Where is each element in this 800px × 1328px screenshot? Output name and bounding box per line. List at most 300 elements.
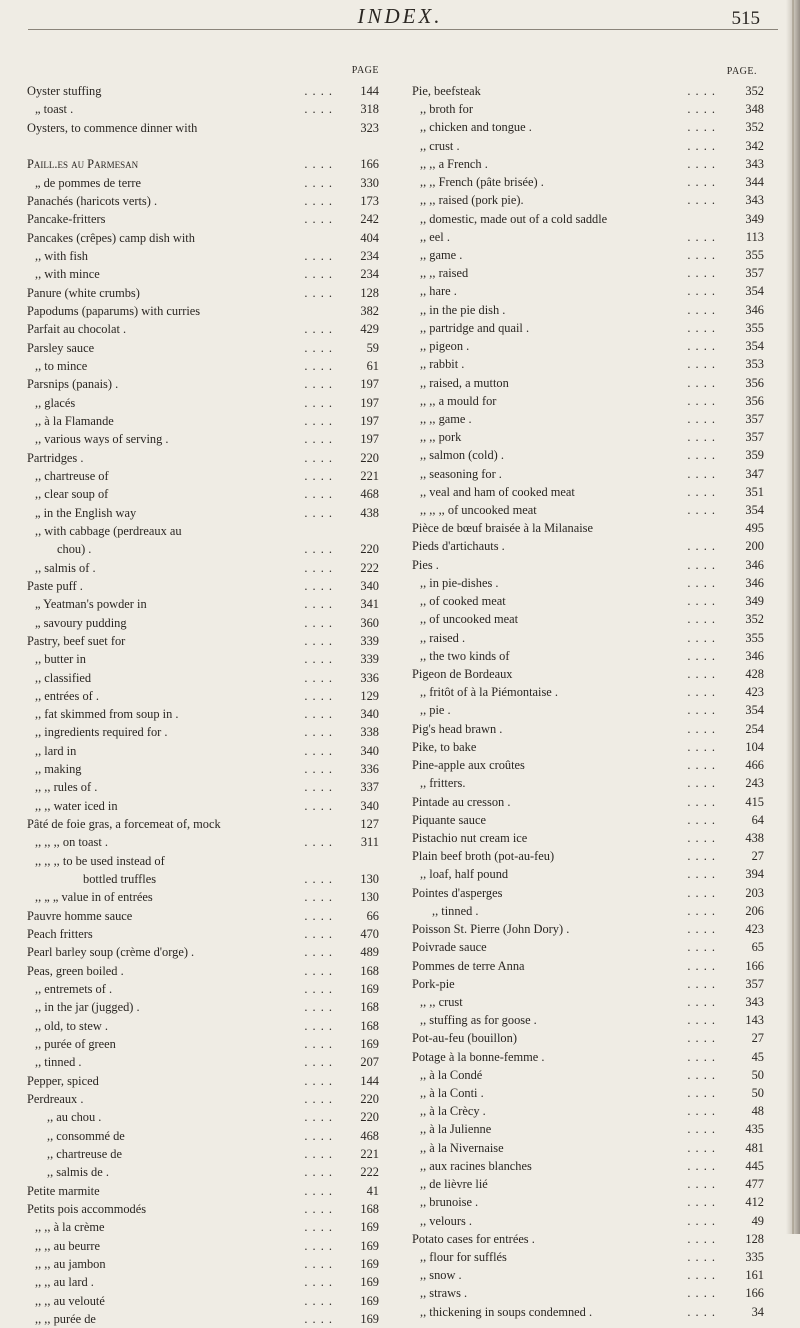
entry-text: ,, game . <box>420 247 463 262</box>
entry-page-number: 311 <box>360 835 379 850</box>
index-entry <box>27 815 379 833</box>
index-entry <box>412 1230 762 1248</box>
entry-text: ,, chartreuse de <box>47 1147 122 1162</box>
entry-page-number: 130 <box>360 890 379 905</box>
index-entry <box>412 428 762 446</box>
entry-text: Paill.es au Parmesan <box>27 157 139 172</box>
entry-text: Pork-pie <box>412 976 455 991</box>
entry-page-number: 495 <box>745 521 764 536</box>
dot-leader: . . . . <box>304 963 333 978</box>
entry-page-number: 168 <box>360 1018 379 1033</box>
index-entry <box>412 246 762 264</box>
entry-text: ,, salmon (cold) . <box>420 448 504 463</box>
index-entry <box>412 556 762 574</box>
index-entry <box>27 1090 379 1108</box>
entry-text: ,, ,, au velouté <box>35 1293 105 1308</box>
entry-text: ,, domestic, made out of a cold saddle <box>420 211 608 226</box>
index-entry <box>412 82 762 100</box>
entry-text: ,, in pie-dishes . <box>420 575 499 590</box>
entry-page-number: 348 <box>745 102 764 117</box>
index-entry <box>412 793 762 811</box>
entry-page-number: 342 <box>745 138 764 153</box>
entry-text: Pointes d'asperges <box>412 885 503 900</box>
dot-leader: . . . . <box>304 1183 333 1198</box>
entry-page-number: 357 <box>745 430 764 445</box>
index-entry <box>27 669 379 687</box>
index-entry <box>412 355 762 373</box>
entry-page-number: 349 <box>745 594 764 609</box>
entry-page-number: 169 <box>360 1238 379 1253</box>
entry-page-number: 481 <box>745 1140 764 1155</box>
entry-text: chou) . <box>57 542 92 557</box>
entry-text: ,, crust . <box>420 138 460 153</box>
entry-page-number: 346 <box>745 302 764 317</box>
index-entry <box>27 1127 379 1145</box>
index-entry <box>412 264 762 282</box>
entry-page-number: 354 <box>745 339 764 354</box>
page-column-label: PAGE <box>351 65 379 76</box>
dot-leader: . . . . <box>304 1000 333 1015</box>
entry-page-number: 346 <box>745 557 764 572</box>
index-entry <box>27 742 379 760</box>
entry-page-number: 104 <box>745 739 764 754</box>
entry-text: Pancakes (crêpes) camp dish with <box>27 230 195 245</box>
page-edge-shadow <box>786 0 800 1234</box>
dot-leader: . . . . <box>687 302 716 317</box>
entry-text: ,, with mince <box>35 267 100 282</box>
entry-page-number: 50 <box>751 1086 764 1101</box>
entry-page-number: 66 <box>366 908 379 923</box>
dot-leader: . . . . <box>304 322 333 337</box>
entry-text: „ in the English way <box>35 505 137 520</box>
index-entry <box>412 683 762 701</box>
dot-leader: . . . . <box>687 557 716 572</box>
entry-page-number: 340 <box>360 707 379 722</box>
dot-leader: . . . . <box>687 484 716 499</box>
entry-text: ,, with cabbage (perdreaux au <box>35 523 182 538</box>
index-entry <box>27 284 379 302</box>
dot-leader: . . . . <box>687 120 716 135</box>
entry-text: Pie, beefsteak <box>412 84 481 98</box>
dot-leader: . . . . <box>304 212 333 227</box>
entry-text: Papodums (paparums) with curries <box>27 303 201 318</box>
entry-page-number: 128 <box>360 285 379 300</box>
page-column-label: PAGE. <box>726 66 757 77</box>
dot-leader: . . . . <box>304 193 333 208</box>
index-entry <box>27 632 379 650</box>
dot-leader: . . . . <box>687 138 716 153</box>
dot-leader: . . . . <box>304 1128 333 1143</box>
entry-page-number: 49 <box>751 1213 764 1228</box>
entry-page-number: 337 <box>360 780 379 795</box>
dot-leader: . . . . <box>304 743 333 758</box>
entry-page-number: 48 <box>751 1104 764 1119</box>
entry-text: Pintade au cresson . <box>412 794 511 809</box>
entry-text: Panure (white crumbs) <box>27 285 140 300</box>
entry-page-number: 354 <box>745 703 764 718</box>
dot-leader: . . . . <box>687 685 716 700</box>
entry-page-number: 340 <box>360 578 379 593</box>
dot-leader: . . . . <box>687 539 716 554</box>
entry-text: ,, clear soup of <box>35 487 109 502</box>
index-entry <box>412 465 762 483</box>
index-entry <box>412 392 762 410</box>
dot-leader: . . . . <box>304 652 333 667</box>
entry-page-number: 343 <box>745 156 764 171</box>
entry-page-number: 41 <box>366 1183 379 1198</box>
dot-leader: . . . . <box>304 798 333 813</box>
entry-text: ,, snow . <box>420 1268 462 1283</box>
index-entry <box>412 1193 762 1211</box>
index-entry <box>27 778 379 796</box>
index-entry <box>412 610 762 628</box>
dot-leader: . . . . <box>687 193 716 208</box>
entry-page-number: 27 <box>751 1031 764 1046</box>
dot-leader: . . . . <box>304 1037 333 1052</box>
index-entry <box>412 1157 762 1175</box>
dot-leader: . . . . <box>687 1086 716 1101</box>
dot-leader: . . . . <box>304 707 333 722</box>
dot-leader: . . . . <box>304 1073 333 1088</box>
entry-text: ,, purée of green <box>35 1037 116 1052</box>
index-entry <box>27 723 379 741</box>
entry-text: ,, various ways of serving . <box>35 432 169 447</box>
entry-text: Peas, green boiled . <box>27 963 124 978</box>
index-entry <box>27 100 379 118</box>
index-entry <box>412 100 762 118</box>
index-entry <box>27 504 379 522</box>
entry-text: Partridges . <box>27 450 84 465</box>
entry-text: Pistachio nut cream ice <box>412 830 528 845</box>
entry-text: ,, ,, French (pâte brisée) . <box>420 175 544 190</box>
index-entry <box>412 155 762 173</box>
index-entry <box>412 1048 762 1066</box>
entry-text: ,, velours . <box>420 1213 472 1228</box>
dot-leader: . . . . <box>304 377 333 392</box>
index-entry <box>27 980 379 998</box>
entry-page-number: 64 <box>751 812 764 827</box>
entry-page-number: 45 <box>751 1049 764 1064</box>
dot-leader: . . . . <box>687 575 716 590</box>
entry-page-number: 27 <box>751 849 764 864</box>
dot-leader: . . . . <box>687 1213 716 1228</box>
entry-text: ,, ,, raised <box>420 266 469 281</box>
entry-page-number: 394 <box>745 867 764 882</box>
dot-leader: . . . . <box>687 1304 716 1319</box>
entry-page-number: 173 <box>360 193 379 208</box>
page-number: 515 <box>731 8 760 29</box>
entry-page-number: 168 <box>360 963 379 978</box>
entry-page-number: 349 <box>745 211 764 226</box>
index-entry <box>27 412 379 430</box>
index-entry <box>27 155 379 173</box>
entry-page-number: 347 <box>745 466 764 481</box>
dot-leader: . . . . <box>687 940 716 955</box>
dot-leader: . . . . <box>304 1055 333 1070</box>
dot-leader: . . . . <box>687 266 716 281</box>
entry-page-number: 352 <box>745 612 764 627</box>
dot-leader: . . . . <box>687 1031 716 1046</box>
entry-text: Pearl barley soup (crème d'orge) . <box>27 945 195 960</box>
dot-leader: . . . . <box>304 762 333 777</box>
entry-text: ,, butter in <box>35 652 86 667</box>
index-entry <box>27 595 379 613</box>
entry-page-number: 354 <box>745 503 764 518</box>
entry-text: Pancake-fritters <box>27 212 106 227</box>
entry-page-number: 330 <box>360 175 379 190</box>
entry-text: Pine-apple aux croûtes <box>412 758 525 773</box>
entry-page-number: 339 <box>360 652 379 667</box>
entry-text: Petits pois accommodés <box>27 1202 147 1217</box>
entry-page-number: 222 <box>360 560 379 575</box>
dot-leader: . . . . <box>304 267 333 282</box>
index-entry <box>27 540 379 558</box>
dot-leader: . . . . <box>304 84 333 98</box>
index-entry <box>27 943 379 961</box>
entry-text: ,, to mince <box>35 358 88 373</box>
index-entry <box>412 537 762 555</box>
index-entry <box>27 265 379 283</box>
entry-text: Paste puff . <box>27 578 83 593</box>
entry-page-number: 412 <box>745 1195 764 1210</box>
entry-text: ,, ,, au jambon <box>35 1257 106 1271</box>
entry-page-number: 168 <box>360 1202 379 1217</box>
entry-page-number: 161 <box>745 1268 764 1283</box>
entry-page-number: 128 <box>745 1231 764 1246</box>
index-entry <box>27 577 379 595</box>
entry-text: ,, chartreuse of <box>35 468 109 483</box>
dot-leader: . . . . <box>304 835 333 850</box>
dot-leader: . . . . <box>304 1018 333 1033</box>
dot-leader: . . . . <box>304 927 333 942</box>
dot-leader: . . . . <box>304 908 333 923</box>
entry-page-number: 197 <box>360 377 379 392</box>
entry-page-number: 357 <box>745 266 764 281</box>
entry-text: ,, à la Julienne <box>420 1122 492 1137</box>
dot-leader: . . . . <box>687 994 716 1009</box>
index-entry <box>27 962 379 980</box>
index-entry <box>27 760 379 778</box>
entry-page-number: 129 <box>360 688 379 703</box>
dot-leader: . . . . <box>304 670 333 685</box>
dot-leader: . . . . <box>304 413 333 428</box>
entry-page-number: 423 <box>745 685 764 700</box>
entry-text: Pâté de foie gras, a forcemeat of, mock <box>27 817 221 832</box>
dot-leader: . . . . <box>304 340 333 355</box>
index-entry <box>412 319 762 337</box>
index-entry <box>27 1310 379 1328</box>
dot-leader: . . . . <box>304 578 333 593</box>
entry-page-number: 221 <box>360 1147 379 1162</box>
entry-text: Panachés (haricots verts) . <box>27 193 158 208</box>
entry-page-number: 144 <box>360 1073 379 1088</box>
entry-text: ,, old, to stew . <box>35 1018 108 1033</box>
dot-leader: . . . . <box>687 903 716 918</box>
index-entry <box>412 701 762 719</box>
entry-text: ,, fritôt of à la Piémontaise . <box>420 685 558 700</box>
entry-page-number: 346 <box>745 648 764 663</box>
dot-leader: . . . . <box>304 1275 333 1290</box>
dot-leader: . . . . <box>687 102 716 117</box>
entry-page-number: 404 <box>360 230 379 245</box>
entry-page-number: 113 <box>745 229 764 244</box>
entry-text: ,, ,, purée de <box>35 1311 96 1326</box>
entry-page-number: 197 <box>360 395 379 410</box>
entry-page-number: 357 <box>745 976 764 991</box>
dot-leader: . . . . <box>687 794 716 809</box>
index-entry <box>412 1120 762 1138</box>
entry-text: Parsley sauce <box>27 340 95 355</box>
entry-text: ,, ,, ,, on toast . <box>35 835 108 850</box>
entry-page-number: 169 <box>360 1311 379 1326</box>
index-entry <box>412 993 762 1011</box>
entry-text: Pièce de bœuf braisée à la Milanaise <box>412 521 593 536</box>
dot-leader: . . . . <box>687 1140 716 1155</box>
entry-page-number: 489 <box>360 945 379 960</box>
entry-page-number: 169 <box>360 1275 379 1290</box>
entry-text: ,, stuffing as for goose . <box>420 1013 537 1028</box>
dot-leader: . . . . <box>687 922 716 937</box>
entry-text: Pommes de terre Anna <box>412 958 525 973</box>
index-entry <box>412 629 762 647</box>
dot-leader: . . . . <box>687 594 716 609</box>
dot-leader: . . . . <box>304 1110 333 1125</box>
entry-text: ,, classified <box>35 670 92 685</box>
entry-page-number: 323 <box>360 120 379 135</box>
entry-page-number: 220 <box>360 542 379 557</box>
dot-leader: . . . . <box>304 248 333 263</box>
entry-page-number: 166 <box>745 1286 764 1301</box>
index-entry <box>412 574 762 592</box>
entry-text: ,, ,, au lard . <box>35 1275 94 1290</box>
entry-text: Pieds d'artichauts . <box>412 539 505 554</box>
dot-leader: . . . . <box>687 758 716 773</box>
dot-leader: . . . . <box>687 430 716 445</box>
entry-text: ,, the two kinds of <box>420 648 510 663</box>
entry-text: ,, hare . <box>420 284 457 299</box>
dot-leader: . . . . <box>687 830 716 845</box>
index-entry <box>27 522 379 540</box>
entry-page-number: 220 <box>360 1110 379 1125</box>
dot-leader: . . . . <box>304 1147 333 1162</box>
entry-text: ,, partridge and quail . <box>420 320 530 335</box>
dot-leader: . . . . <box>304 102 333 117</box>
entry-page-number: 335 <box>745 1250 764 1264</box>
index-entry <box>27 1035 379 1053</box>
index-entry <box>27 302 379 320</box>
entry-text: Poisson St. Pierre (John Dory) . <box>412 922 570 937</box>
index-entry <box>412 1175 762 1193</box>
entry-text: ,, brunoise . <box>420 1195 479 1210</box>
entry-text: ,, broth for <box>420 102 473 117</box>
dot-leader: . . . . <box>304 1257 333 1271</box>
entry-page-number: 318 <box>360 102 379 117</box>
entry-text: ,, fat skimmed from soup in . <box>35 707 179 722</box>
dot-leader: . . . . <box>304 395 333 410</box>
index-entry <box>412 920 762 938</box>
dot-leader: . . . . <box>687 849 716 864</box>
entry-text: ,, raised, a mutton <box>420 375 509 390</box>
entry-text: ,, ,, crust <box>420 994 463 1009</box>
entry-text: ,, fritters. <box>420 776 466 791</box>
index-entry <box>412 720 762 738</box>
entry-page-number: 169 <box>360 1257 379 1271</box>
entry-page-number: 423 <box>745 922 764 937</box>
entry-page-number: 143 <box>745 1013 764 1028</box>
entry-text: ,, ,, water iced in <box>35 798 118 813</box>
dot-leader: . . . . <box>687 667 716 681</box>
entry-page-number: 356 <box>745 375 764 390</box>
entry-text: Parfait au chocolat . <box>27 322 127 337</box>
entry-page-number: 360 <box>360 615 379 630</box>
entry-text: ,, consommé de <box>47 1128 125 1143</box>
index-entry <box>27 687 379 705</box>
index-column-left <box>27 65 379 1328</box>
entry-page-number: 429 <box>360 322 379 337</box>
entry-page-number: 343 <box>745 994 764 1009</box>
entry-text: ,, à la Nivernaise <box>420 1140 504 1155</box>
index-entry <box>27 1017 379 1035</box>
index-entry <box>27 82 379 100</box>
entry-text: ,, flour for sufflés <box>420 1250 507 1264</box>
entry-page-number: 355 <box>745 247 764 262</box>
index-entry <box>412 210 762 228</box>
entry-text: Potato cases for entrées . <box>412 1231 535 1246</box>
dot-leader: . . . . <box>687 84 716 98</box>
dot-leader: . . . . <box>304 1092 333 1107</box>
index-entry <box>412 1212 762 1230</box>
entry-text: ,, ,, à la crème <box>35 1220 105 1235</box>
index-entry <box>27 1145 379 1163</box>
entry-text: ,, rabbit . <box>420 357 465 372</box>
entry-page-number: 355 <box>745 320 764 335</box>
entry-text: ,, lard in <box>35 743 77 758</box>
entry-text: ,, glacés <box>35 395 76 410</box>
entry-text: „ Yeatman's powder in <box>35 597 147 612</box>
dot-leader: . . . . <box>687 1195 716 1210</box>
entry-page-number: 340 <box>360 743 379 758</box>
dot-leader: . . . . <box>304 1220 333 1235</box>
entry-text: Pike, to bake <box>412 739 477 754</box>
entry-text: Poivrade sauce <box>412 940 487 955</box>
entry-page-number: 428 <box>745 667 764 681</box>
index-entry <box>412 975 762 993</box>
entry-text: ,, pie . <box>420 703 451 718</box>
entry-page-number: 343 <box>745 193 764 208</box>
entry-page-number: 339 <box>360 633 379 648</box>
dot-leader: . . . . <box>687 776 716 791</box>
entry-page-number: 352 <box>745 120 764 135</box>
entry-page-number: 359 <box>745 448 764 463</box>
index-entry <box>412 1102 762 1120</box>
entry-page-number: 438 <box>745 830 764 845</box>
dot-leader: . . . . <box>304 725 333 740</box>
entry-page-number: 65 <box>751 940 764 955</box>
dot-leader: . . . . <box>687 1122 716 1137</box>
entry-text: ,, de lièvre lié <box>420 1177 488 1192</box>
dot-leader: . . . . <box>304 450 333 465</box>
index-entry <box>27 1273 379 1291</box>
index-entry <box>27 485 379 503</box>
entry-page-number: 336 <box>360 762 379 777</box>
index-entry <box>412 738 762 756</box>
entry-text: ,, „ „ value in of entrées <box>35 890 153 905</box>
entry-text: ,, chicken and tongue . <box>420 120 532 135</box>
dot-leader: . . . . <box>687 466 716 481</box>
dot-leader: . . . . <box>304 542 333 557</box>
entry-text: ,, raised . <box>420 630 466 645</box>
dot-leader: . . . . <box>304 505 333 520</box>
